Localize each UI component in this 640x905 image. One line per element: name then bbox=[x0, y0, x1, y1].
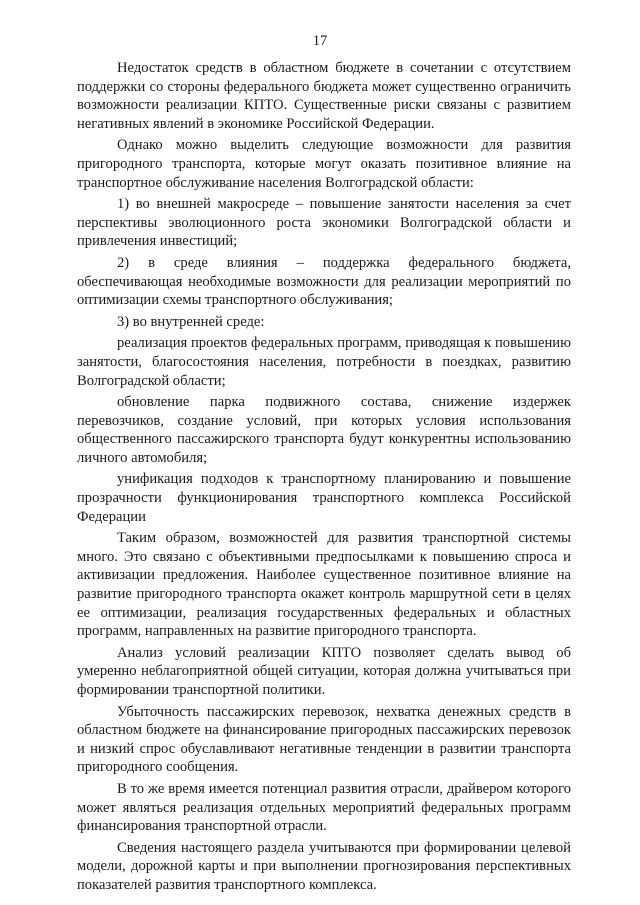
paragraph-planning-unification: унификация подходов к транспортному планированию и повышение прозрачности функционирования транспортного комплекса Российской Федерации bbox=[77, 471, 571, 525]
paragraph-conclusion-opportunities: Таким образом, возможностей для развития транспортной системы много. Это связано с объективными предпосылками к повышению спроса и активизации предложения. Наиболее существенное позитивное влияние на развитие пригородного транспорта окажет контроль маршрутной сети в целях ее оптимизации, реализация государственных федеральных и областных программ, направленных на развитие пригородного транспорта. bbox=[77, 530, 571, 640]
paragraph-external-macroenvironment: 1) во внешней макросреде – повышение занятости населения за счет перспективы эволюционного роста экономики Волгоградской области и привлечения инвестиций; bbox=[77, 196, 571, 250]
paragraph-federal-programs: реализация проектов федеральных программ, приводящая к повышению занятости, благосостояния населения, потребности в поездках, развитию Волгоградской области; bbox=[77, 335, 571, 389]
paragraph-influence-environment: 2) в среде влияния – поддержка федерального бюджета, обеспечивающая необходимые возможности для реализации мероприятий по оптимизации схемы транспортного обслуживания; bbox=[77, 254, 571, 309]
paragraph-industry-potential: В то же время имеется потенциал развития отрасли, драйвером которого может являться реализация отдельных мероприятий федеральных программ финансирования транспортной отрасли. bbox=[77, 780, 571, 835]
paragraph-opportunities-intro: Однако можно выделить следующие возможности для развития пригородного транспорта, которые могут оказать позитивное влияние на транспортное обслуживание населения Волгоградской области: bbox=[77, 137, 571, 191]
paragraph-insufficient-funds: Недостаток средств в областном бюджете в сочетании с отсутствием поддержки со стороны федерального бюджета может существенно ограничить возможности реализации КПТО. Существенные риски связаны с развитием негативных явлений в экономике Российской Федерации. bbox=[77, 60, 571, 132]
paragraph-unprofitability: Убыточность пассажирских перевозок, нехватка денежных средств в областном бюджете на финансирование пригородных пассажирских перевозок и низкий спрос обуславливают негативные тенденции в развитии транспорта пригородного сообщения. bbox=[77, 703, 571, 776]
page-body bbox=[77, 59, 571, 898]
paragraph-internal-environment: 3) во внутренней среде: bbox=[117, 313, 265, 330]
page-number: 17 bbox=[312, 33, 328, 49]
paragraph-rolling-stock-renewal: обновление парка подвижного состава, снижение издержек перевозчиков, создание условий, при которых условия использования общественного пассажирского транспорта будут конкурентны использованию личного автомобиля; bbox=[77, 394, 571, 466]
paragraph-conditions-analysis: Анализ условий реализации КПТО позволяет сделать вывод об умеренно неблагоприятной общей ситуации, которая должна учитываться при формировании транспортной политики. bbox=[77, 644, 571, 698]
paragraph-section-usage: Сведения настоящего раздела учитываются при формировании целевой модели, дорожной карты и при выполнении прогнозирования перспективных показателей развития транспортного комплекса. bbox=[77, 839, 571, 893]
